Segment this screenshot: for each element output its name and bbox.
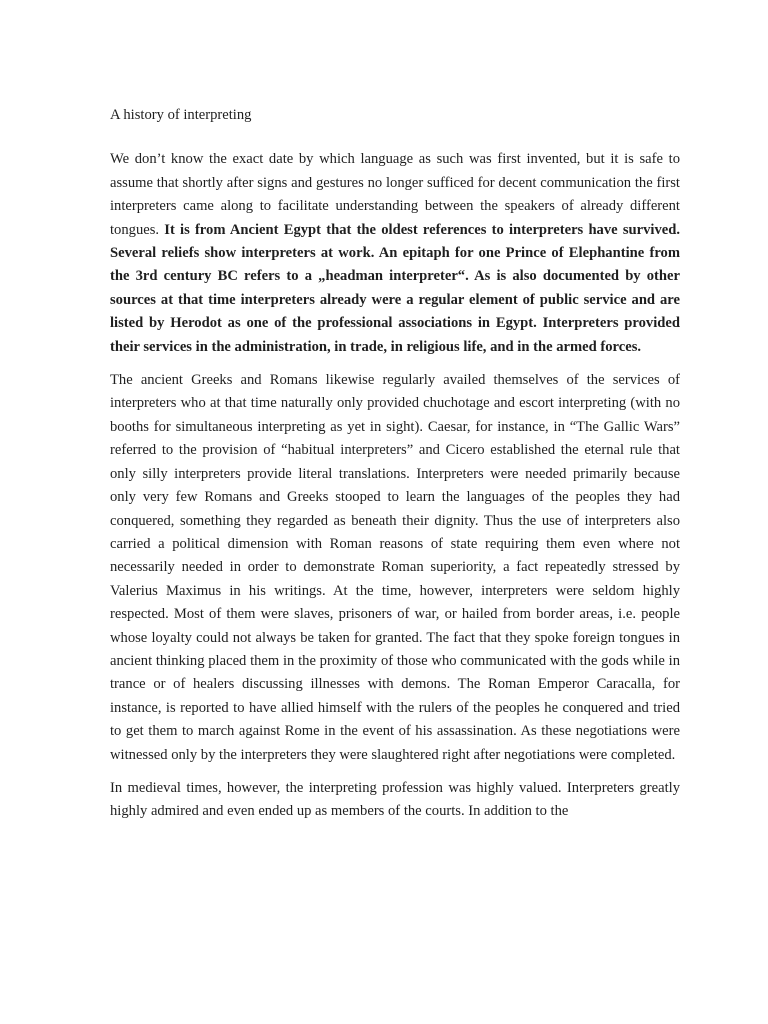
document-page (110, 104, 680, 834)
paragraph-medieval: In medieval times, however, the interpreting profession was highly valued. Interpreters greatly highly admired and even ended up as members of the courts. In addition to the (110, 779, 680, 820)
paragraph-ancient-egypt (110, 148, 680, 359)
document-title: A history of interpreting (110, 107, 252, 123)
paragraph-ancient-egypt-normal: We don’t know the exact date by which language as such was first invented, but it is safe to assume that shortly after signs and gestures no longer sufficed for decent communication the first interpreters came along to facilitate understanding between the speakers of already different tongues. (110, 151, 680, 238)
paragraph-ancient-egypt-bold: It is from Ancient Egypt that the oldest references to interpreters have survived. Several reliefs show interpreters at work. An epitaph for one Prince of Elephantine from the 3rd century BC refers to a „headman interpreter“. As is also documented by other sources at that time interpreters already were a regular element of public service and are listed by Herodot as one of the professional associations in Egypt. Interpreters provided their services in the administration, in trade, in religious life, and in the armed forces. (110, 221, 680, 355)
paragraph-greeks-romans: The ancient Greeks and Romans likewise regularly availed themselves of the services of interpreters who at that time naturally only provided chuchotage and escort interpreting (with no booths for simultaneous interpreting as yet in sight). Caesar, for instance, in “The Gallic Wars” referred to the provision of “habitual interpreters” and Cicero established the eternal rule that only silly interpreters provide literal translations. Interpreters were needed primarily because only very few Romans and Greeks stooped to learn the languages of the peoples they had conquered, something they regarded as beneath their dignity. Thus the use of interpreters also carried a political dimension with Roman reasons of state requiring them even where not necessarily needed in order to demonstrate Roman superiority, a fact repeatedly stressed by Valerius Maximus in his writings. At the time, however, interpreters were seldom highly respected. Most of them were slaves, prisoners of war, or hailed from border areas, i.e. people whose loyalty could not always be taken for granted. The fact that they spoke foreign tongues in ancient thinking placed them in the proximity of those who communicated with the gods while in trance or of healers discussing illnesses with demons. The Roman Emperor Caracalla, for instance, is reported to have allied himself with the rulers of the peoples he conquered and tried to get them to march against Rome in the event of his assassination. As these negotiations were witnessed only by the interpreters they were slaughtered right after negotiations were completed. (110, 372, 680, 763)
